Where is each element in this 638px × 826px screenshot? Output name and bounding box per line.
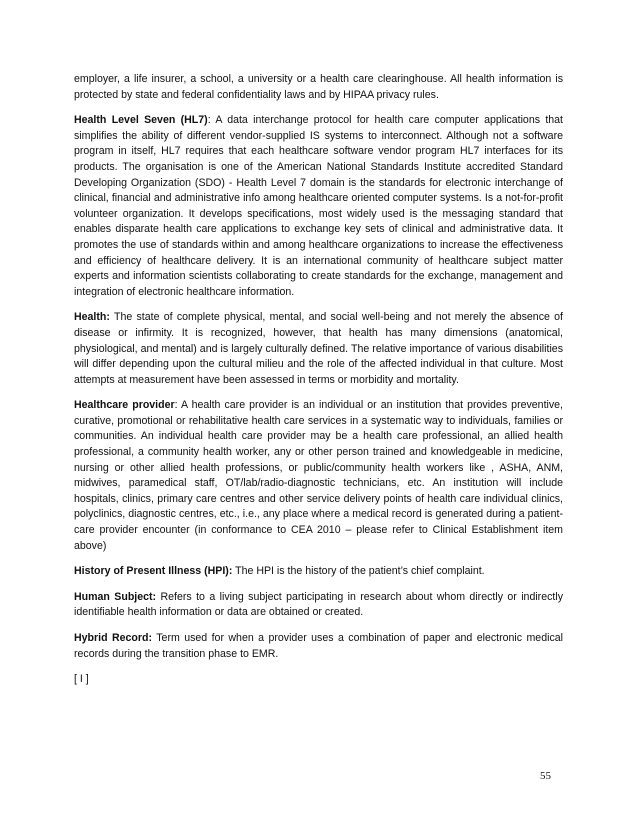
paragraph-health bbox=[74, 310, 563, 388]
paragraph-body: Term used for when a provider uses a combination of paper and electronic medical records during the transition phase to EMR. bbox=[74, 632, 563, 660]
paragraph-hybrid-record bbox=[74, 631, 563, 662]
paragraph-body: The state of complete physical, mental, and social well-being and not merely the absence of disease or infirmity. It is recognized, however, that health has many dimensions (anatomical, physiological, and mental) and is largely culturally defined. The relative importance of various disabilities will differ depending upon the cultural milieu and the role of the affected individual in that culture. Most attempts at measurement have been assessed in terms or morbidity and mortality. bbox=[74, 311, 563, 386]
paragraph-human-subject bbox=[74, 590, 563, 621]
paragraph-healthcare-provider bbox=[74, 398, 563, 554]
term-heading: Healthcare provider bbox=[74, 399, 175, 412]
paragraph-body: A health care provider is an individual or an institution that provides preventive, curative, promotional or rehabilitative health care services in a systematic way to individuals, families or communities. An individual health care provider may be a health care professional, an allied health professional, a community health worker, any or other person trained and knowledgeable in medicine, nursing or other allied health professions, or public/community health workers like , ASHA, ANM, midwives, paramedical staff, OT/lab/radio-diagnostic technicians, etc. An institution will include hospitals, clinics, primary care centres and other service delivery points of health care individual clinics, polyclinics, diagnostic centres, etc., i.e., any place where a medical record is generated during a patient-care provider encounter (in conformance to CEA 2010 – please refer to Clinical Establishment item above) bbox=[74, 399, 563, 552]
paragraph-body: A data interchange protocol for health care computer applications that simplifies the ability of different vendor-supplied IS systems to interconnect. Although not a software program in itself, HL7 requires that each healthcare software vendor program HL7 interfaces for its products. The organisation is one of the American National Standards Institute accredited Standard Developing Organization (SDO) - Health Level 7 domain is the standards for electronic interchange of clinical, financial and administrative info among healthcare oriented computer systems. Is a not-for-profit volunteer organization. It develops specifications, most widely used is the messaging standard that enables disparate health care applications to exchange key sets of clinical and administrative data. It promotes the use of standards within and among healthcare organizations to increase the effectiveness and efficiency of healthcare delivery. It is an international community of healthcare subject matter experts and information scientists collaborating to create standards for the exchange, management and integration of electronic healthcare information. bbox=[74, 114, 563, 298]
term-heading: History of Present Illness (HPI): bbox=[74, 565, 233, 578]
section-letter: [ I ] bbox=[74, 673, 89, 686]
paragraph-hl7 bbox=[74, 113, 563, 300]
paragraph-body: The HPI is the history of the patient’s chief complaint. bbox=[235, 565, 485, 578]
term-heading: Hybrid Record: bbox=[74, 632, 153, 644]
term-heading: Health Level Seven (HL7) bbox=[74, 114, 208, 127]
term-separator: : bbox=[174, 399, 182, 412]
document-page bbox=[74, 72, 563, 698]
paragraph-body: employer, a life insurer, a school, a university or a health care clearinghouse. All health information is protected by state and federal confidentiality laws and by HIPAA privacy rules. bbox=[74, 73, 563, 101]
paragraph-hpi bbox=[74, 564, 563, 580]
term-heading: Health: bbox=[74, 311, 110, 324]
page-number: 55 bbox=[540, 770, 551, 782]
paragraph-body: Refers to a living subject participating in research about whom directly or indirectly identifiable health information or data are obtained or created. bbox=[74, 590, 563, 619]
paragraph-hipaa-continuation bbox=[74, 72, 563, 103]
section-letter-marker bbox=[74, 672, 563, 688]
term-heading: Human Subject: bbox=[74, 590, 157, 603]
term-separator: : bbox=[207, 114, 216, 127]
